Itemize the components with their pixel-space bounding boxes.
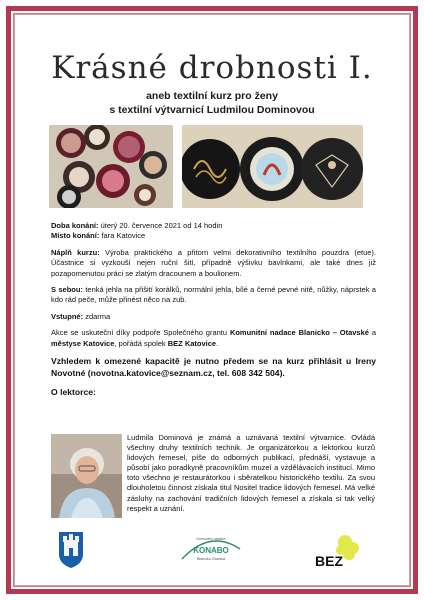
event-place-value: fara Katovice <box>101 231 146 241</box>
bring-list <box>51 285 376 306</box>
subtitle-line-1: aneb textilní kurz pro ženy <box>146 90 278 102</box>
poster-subtitle <box>0 89 424 117</box>
konabo-bottom-text: Blanicko-Otavská <box>197 557 225 561</box>
coat-of-arms-icon <box>58 530 84 568</box>
about-lecturer-heading: O lektorce: <box>51 387 96 398</box>
bez-logo-graphic <box>313 530 363 570</box>
admission-label: Vstupné: <box>51 311 84 321</box>
katovice-coat-of-arms-logo <box>58 530 84 568</box>
bez-text: BEZ <box>315 553 343 569</box>
photo-embroidered-cases-left <box>49 125 173 208</box>
bez-katovice-logo <box>313 530 363 570</box>
konabo-top-text: Komunitní nadace <box>196 537 226 541</box>
bring-text: tenká jehla na přišití korálků, normální jehla, bílé a černé pevné nitě, nůžky, náprstek a kdo rád peče, může přinést něco na zub. <box>51 285 376 305</box>
lecturer-portrait <box>51 434 122 518</box>
course-details <box>51 221 376 400</box>
admission-value: zdarma <box>85 311 111 321</box>
sponsor-text-3: , pořádá spolek <box>114 338 168 348</box>
course-content-text: Výroba praktického a přitom velmi dekorativního textilního pouzdra (etue). Účastnice si vyzkouší nejen ruční šití, případně výšivku bavlnkami, ale také dnes již pozapomenutou práci se zlatým dracounem a boulionem. <box>51 247 376 278</box>
event-place-line <box>51 231 376 241</box>
registration-notice: Vzhledem k omezené kapacitě je nutno předem se na kurz přihlásit u Ireny Novotné (novotna.katovice@seznam.cz, tel. 608 342 504). <box>51 356 376 379</box>
course-content-label: Náplň kurzu: <box>51 247 100 257</box>
admission <box>51 312 376 322</box>
konabo-name-text: KONABO <box>193 546 229 555</box>
event-info <box>51 221 376 242</box>
subtitle-line-2: s textilní výtvarnicí Ludmilou Dominovou <box>109 104 315 116</box>
sponsor-organizer: BEZ Katovice <box>167 338 217 348</box>
sponsor-town: městyse Katovice <box>51 338 115 348</box>
embroidered-cases-detail-image <box>182 125 363 208</box>
sponsor-note <box>51 328 376 349</box>
konabo-logo <box>178 531 244 569</box>
event-date-label: Doba konání: <box>51 221 99 230</box>
photo-embroidered-cases-right <box>182 125 363 208</box>
sponsor-text-2: a <box>368 328 376 338</box>
sponsor-text-4: . <box>216 338 219 348</box>
bring-label: S sebou: <box>51 285 83 295</box>
event-place-label: Místo konání: <box>51 231 100 241</box>
konabo-logo-graphic <box>178 531 244 569</box>
event-date-line <box>51 221 376 231</box>
lecturer-photo <box>51 434 122 518</box>
embroidered-cases-image <box>49 125 173 208</box>
sponsor-foundation: Komunitní nadace Blanicko – Otavské <box>229 328 369 338</box>
course-content <box>51 248 376 279</box>
event-date-value: úterý 20. července 2021 od 14 hodin <box>100 221 223 230</box>
sponsor-text-1: Akce se uskuteční díky podpoře Společného grantu <box>51 328 230 338</box>
lecturer-bio: Ludmila Dominová je známá a uznávaná textilní výtvarnice. Ovládá všechny druhy textilních technik. Je organizátorkou a lektorkou kurzů lidových řemesel, píše do odborných publikací, přednáší, vystavuje a působí jako poradkyně pracovníkům muzeí a vzdělávacích institucí. Mimo toto všechno je restaurátorkou i sběratelkou historického textilu. Za svou dlouholetou činnost získala titul Nositel tradice lidových řemesel. Má velké zásluhy na zachování tradičních lidových řemesel a získala si tak velký respekt a uznání. <box>127 433 375 513</box>
poster-title: Krásné drobnosti I. <box>51 50 373 86</box>
